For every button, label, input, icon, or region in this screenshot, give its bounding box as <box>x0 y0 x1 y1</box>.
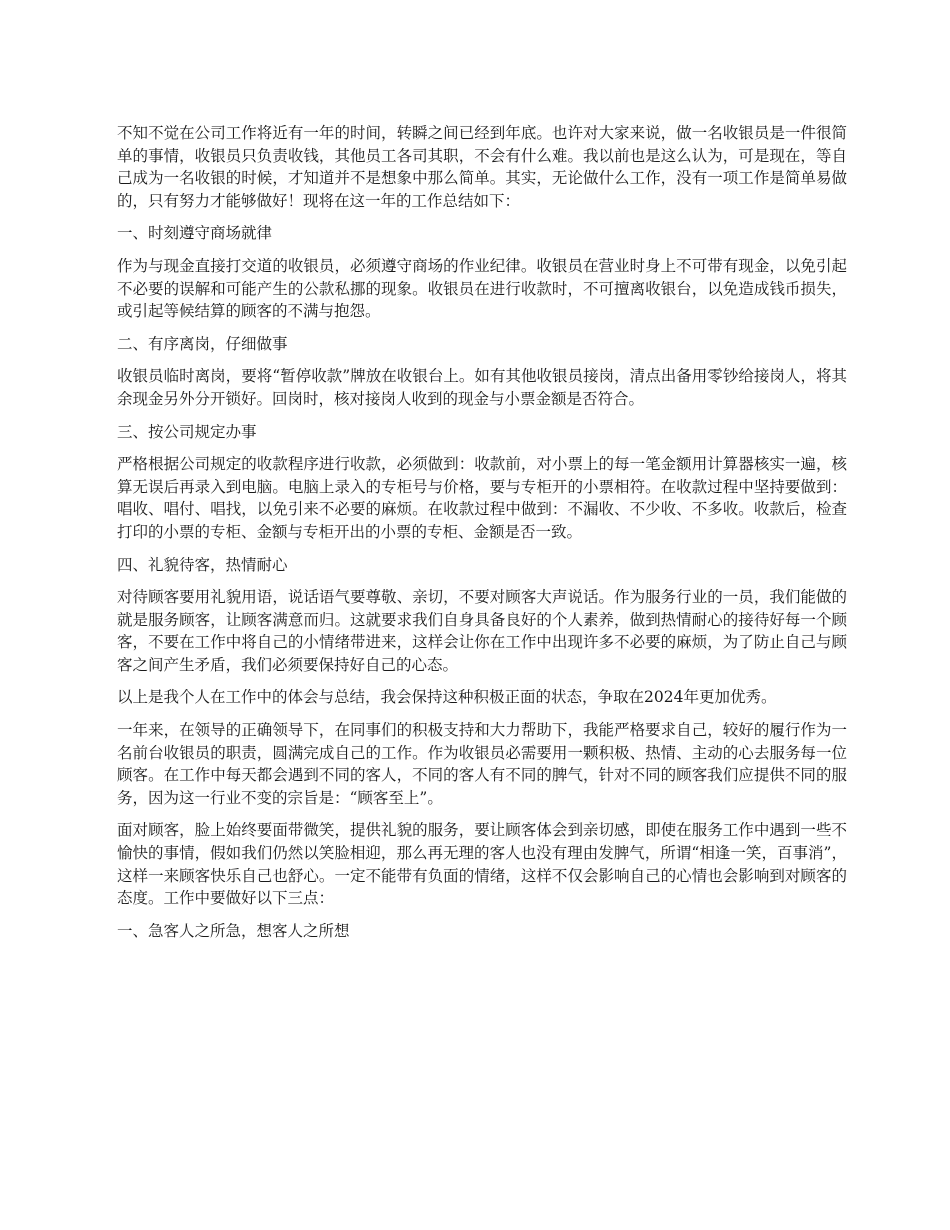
summary-paragraph: 以上是我个人在工作中的体会与总结，我会保持这种积极正面的状态，争取在2024年更加优秀。 <box>117 688 777 707</box>
section-paragraph-2: 收银员临时离岗，要将“暂停收款”牌放在收银台上。如有其他收银员接岗，清点出备用零钞给接岗人，将其余现金另外分开锁好。回岗时，核对接岗人收到的现金与小票金额是否符合。 <box>117 367 847 408</box>
section-heading-2: 二、有序离岗，仔细做事 <box>117 334 288 353</box>
year-review-paragraph: 一年来，在领导的正确领导下，在同事们的积极支持和大力帮助下，我能严格要求自己，较好的履行作为一名前台收银员的职责，圆满完成自己的工作。作为收银员必需要用一颗积极、热情、主动的心去服务每一位顾客。在工作中每天都会遇到不同的客人，不同的客人有不同的脾气，针对不同的顾客我们应提供不同的服务，因为这一行业不变的宗旨是：“顾客至上”。 <box>117 721 847 807</box>
section-heading-5: 一、急客人之所急，想客人之所想 <box>117 921 350 940</box>
intro-paragraph: 不知不觉在公司工作将近有一年的时间，转瞬之间已经到年底。也许对大家来说，做一名收银员是一件很简单的事情，收银员只负责收钱，其他员工各司其职，不会有什么难。我以前也是这么认为，可是现在，等自己成为一名收银的时候，才知道并不是想象中那么简单。其实，无论做什么工作，没有一项工作是简单易做的，只有努力才能够做好！现将在这一年的工作总结如下： <box>117 124 847 210</box>
document-body <box>117 122 847 952</box>
section-heading-4: 四、礼貌待客，热情耐心 <box>117 555 288 574</box>
section-heading-1: 一、时刻遵守商场就律 <box>117 224 273 243</box>
smile-service-paragraph: 面对顾客，脸上始终要面带微笑，提供礼貌的服务，要让顾客体会到亲切感，即使在服务工作中遇到一些不愉快的事情，假如我们仍然以笑脸相迎，那么再无理的客人也没有理由发脾气，所谓“相逢一笑，百事消”，这样一来顾客快乐自己也舒心。一定不能带有负面的情绪，这样不仅会影响自己的心情也会影响到对顾客的态度。工作中要做好以下三点： <box>117 821 847 908</box>
section-paragraph-1: 作为与现金直接打交道的收银员，必须遵守商场的作业纪律。收银员在营业时身上不可带有现金，以免引起不必要的误解和可能产生的公款私挪的现象。收银员在进行收款时，不可擅离收银台，以免造成钱币损失，或引起等候结算的顾客的不满与抱怨。 <box>117 256 847 321</box>
section-heading-3: 三、按公司规定办事 <box>117 422 257 441</box>
section-paragraph-4: 对待顾客要用礼貌用语，说话语气要尊敬、亲切，不要对顾客大声说话。作为服务行业的一员，我们能做的就是服务顾客，让顾客满意而归。这就要求我们自身具备良好的个人素养，做到热情耐心的接待好每一个顾客，不要在工作中将自己的小情绪带进来，这样会让你在工作中出现许多不必要的麻烦，为了防止自己与顾客之间产生矛盾，我们必须要保持好自己的心态。 <box>117 588 847 674</box>
section-paragraph-3: 严格根据公司规定的收款程序进行收款，必须做到：收款前，对小票上的每一笔金额用计算器核实一遍，核算无误后再录入到电脑。电脑上录入的专柜号与价格，要与专柜开的小票相符。在收款过程中坚持要做到：唱收、唱付、唱找，以免引来不必要的麻烦。在收款过程中做到：不漏收、不少收、不多收。收款后，检查打印的小票的专柜、金额与专柜开出的小票的专柜、金额是否一致。 <box>117 455 847 541</box>
